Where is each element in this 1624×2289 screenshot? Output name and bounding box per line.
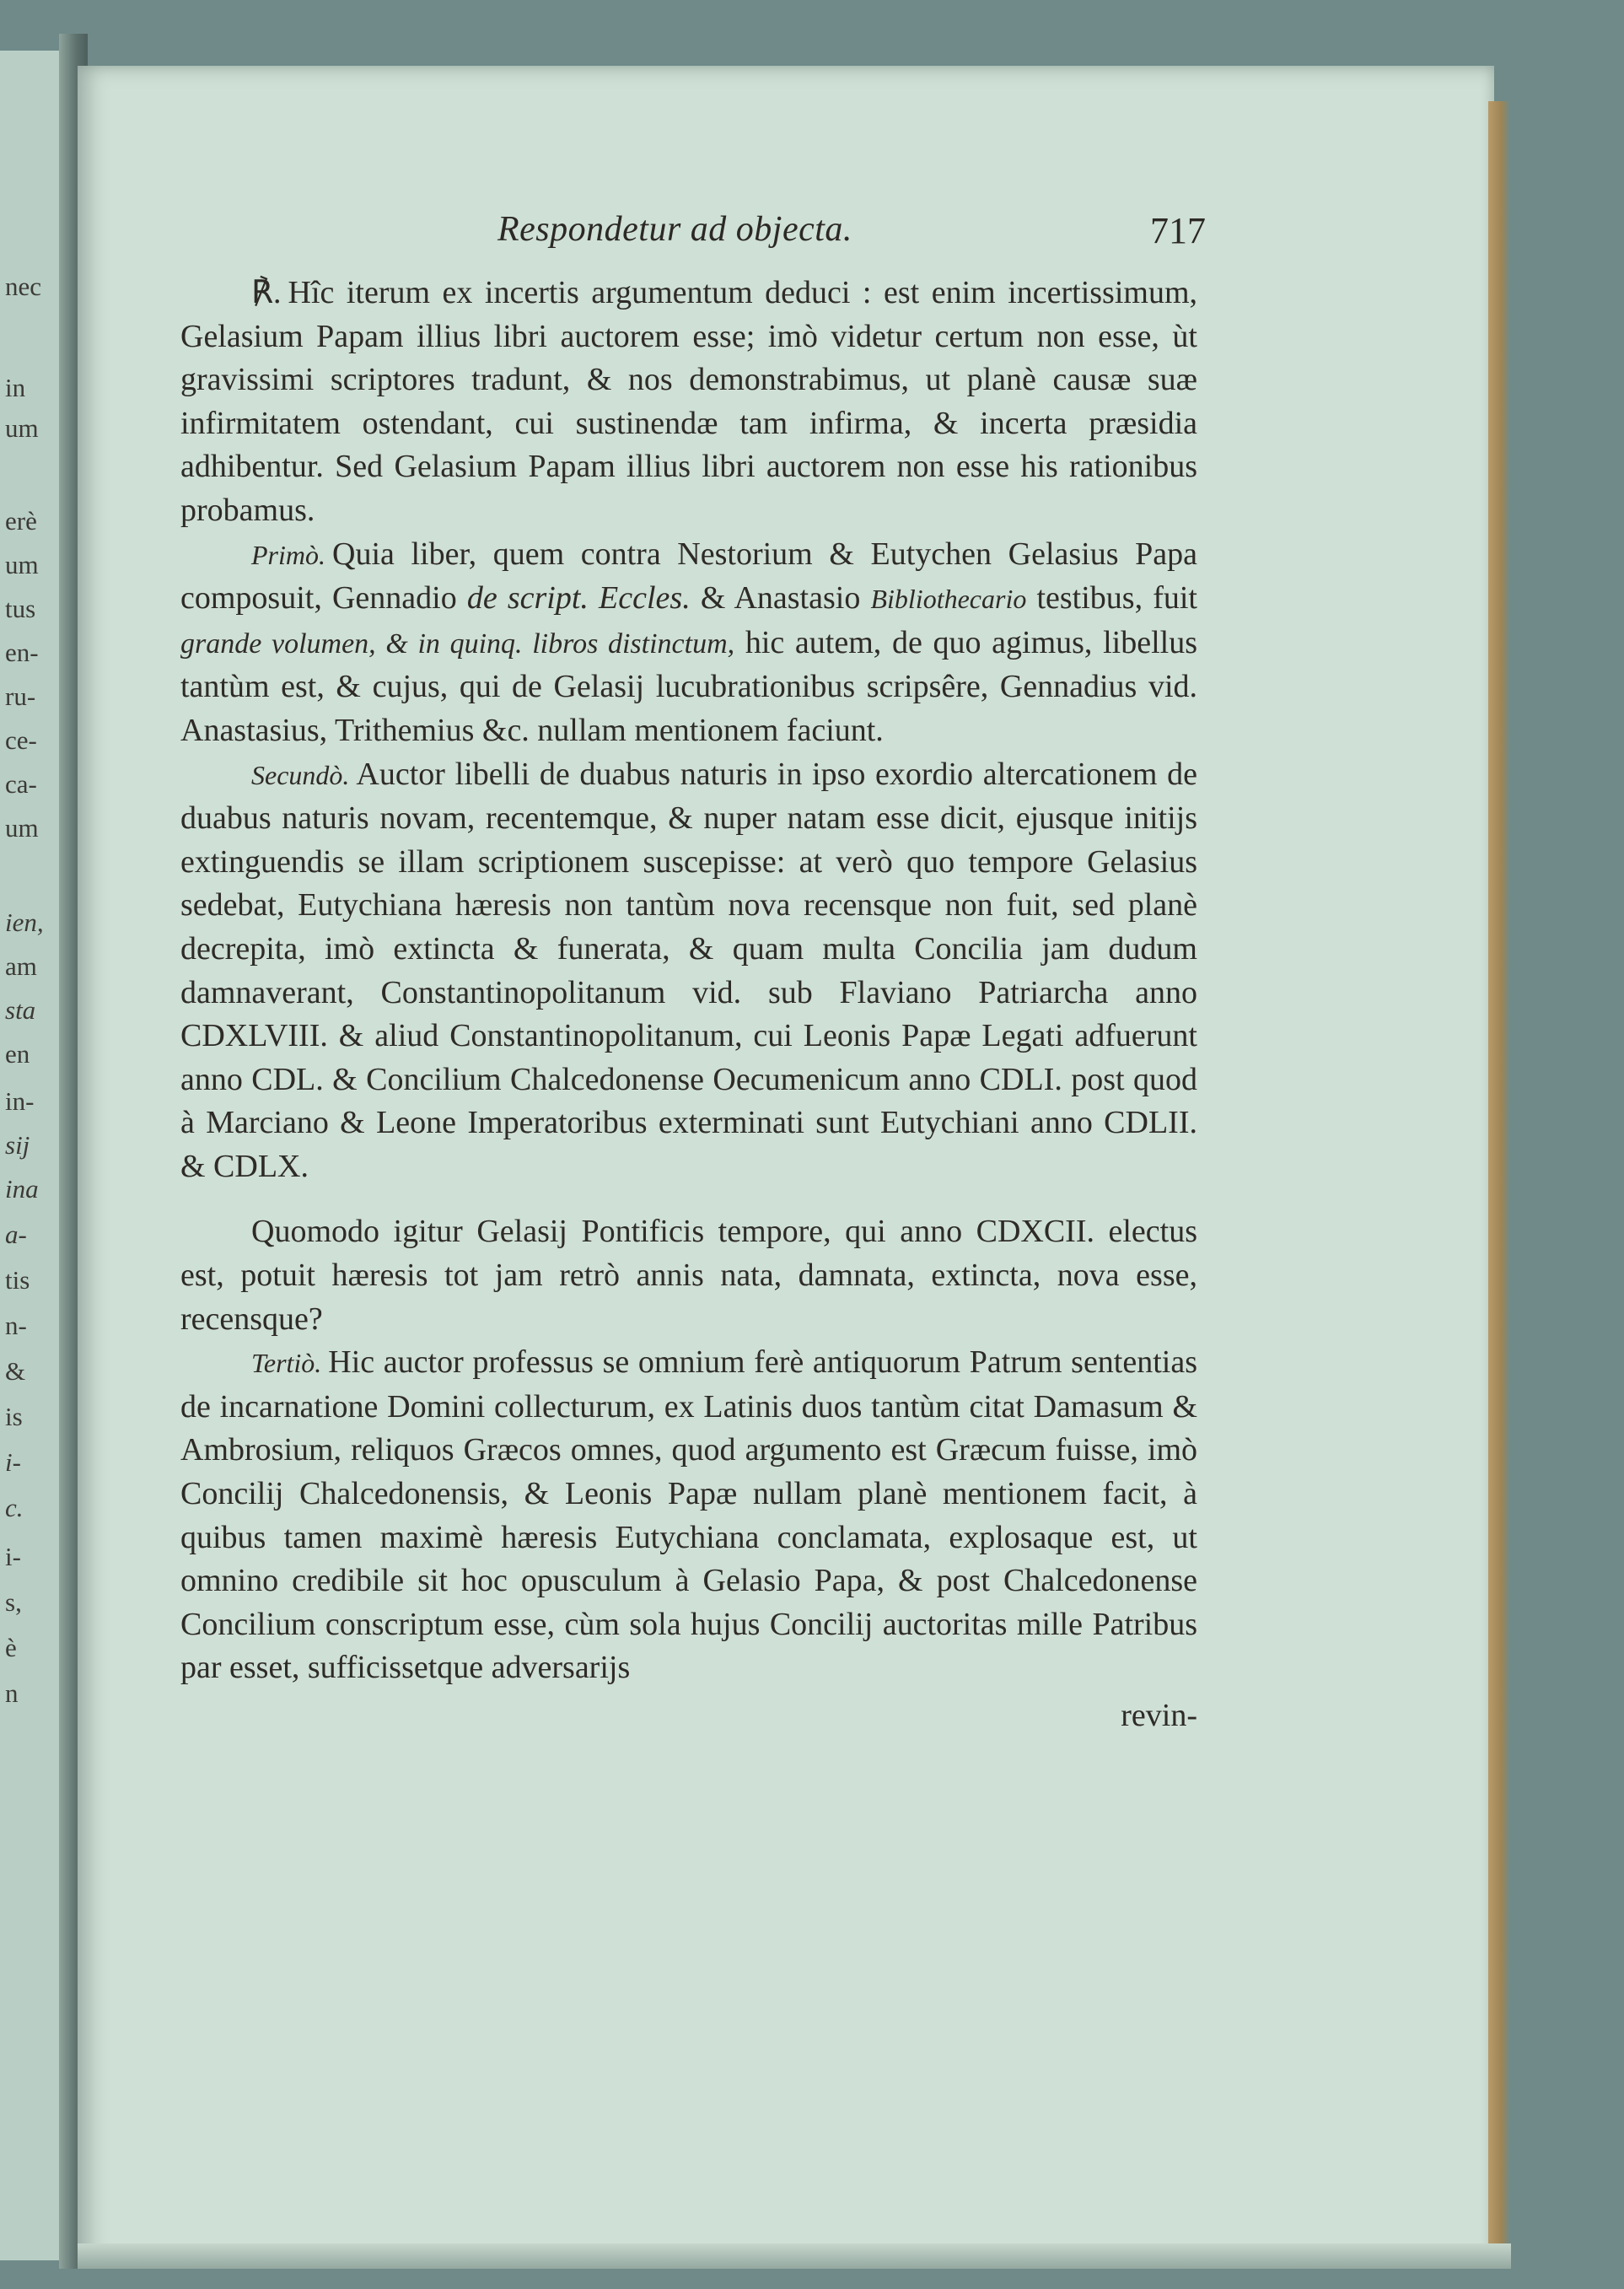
left-page-fragment: en- [5,638,39,667]
running-head: Respondetur ad objecta. [497,210,852,249]
left-page-fragment: is [5,1402,23,1431]
paragraph-text: & Anastasio [690,580,871,617]
left-page-fragment: ca- [5,769,37,799]
left-page-fragment: am [5,951,37,981]
left-page-fragment: tus [5,594,36,623]
page-number: 717 [1150,210,1206,251]
paragraph-tertio [180,1341,1197,1690]
left-page-fragment: in- [5,1086,35,1116]
left-page-fragment: tis [5,1265,30,1295]
left-page-fragment: & [5,1356,26,1386]
page-header [497,209,1206,260]
paragraph-lead: Secundò. [251,759,350,790]
paragraph-secundo [180,753,1197,1189]
left-page-fragment: ce- [5,725,37,755]
paragraph-lead: Primò. [251,539,325,570]
left-page-fragment: sta [5,995,36,1025]
paragraph-response [180,272,1197,533]
left-page-fragment: n- [5,1311,27,1340]
left-page-fragment: n [5,1678,19,1708]
left-page-fragment: ina [5,1174,39,1204]
left-page-fragment: erè [5,506,37,536]
left-page-fragment: sij [5,1130,30,1160]
paragraph-quomodo [180,1210,1197,1341]
left-page-fragment: c. [5,1493,24,1522]
left-page-fragment: i- [5,1542,21,1571]
left-page-fragment: ru- [5,681,36,711]
citation-italic: grande volumen, & in quinq. libros distinctum, [180,627,735,660]
paragraph-text: Auctor libelli de duabus naturis in ipso exordio altercationem de duabus naturis novam, recentemque, & nuper natam esse dicit, ejusque initijs extinguendis se illam scriptionem suscepisse: at verò quo tempore Gelasius sedebat, Eutychiana hæresis non tantùm nova recensque non fuit, sed planè decrepita, imò extincta & funerata, & quam multa Concilia jam dudum damnaverant, Constantinopolitanum vid. sub Flaviano Patriarcha anno CDXLVIII. & aliud Constantinopolitanum, cui Leonis Papæ Legati adfuerunt anno CDL. & Concilium Chalcedonense Oecumenicum anno CDLI. post quod à Marciano & Leone Imperatoribus exterminati sunt Eutychiani anno CDLII. & CDLX. [180,756,1197,1184]
paragraph-text: Quomodo igitur Gelasij Pontificis tempore, qui anno CDXCII. electus est, potuit hæresis tot jam retrò annis nata, damnata, extincta, nova esse, recensque? [180,1214,1197,1337]
left-page-fragment: um [5,550,39,579]
left-page-fragment: i- [5,1447,21,1477]
left-page-fragment: en [5,1039,30,1069]
catchword: revin- [1121,1698,1197,1733]
response-mark: ℟. [251,275,282,310]
paragraph-text: Hic auctor professus se omnium ferè antiquorum Patrum sententias de incarnatione Domini collecturum, ex Latinis duos tantùm citat Damasum & Ambrosium, reliquos Græcos omnes, quod argumento est Græcum fuisse, imò Concilij Chalcedonensis, & Leonis Papæ nullam planè mentionem facit, à quibus tamen maximè hæresis Eutychiana conclamata, explosaque est, ut omnino credibile sit hoc opusculum à Gelasio Papa, & post Chalcedonense Concilium conscriptum esse, cùm sola hujus Concilij auctoritas mille Patribus par esset, sufficissetque adversarijs [180,1344,1197,1686]
paragraph-lead: Tertiò. [251,1348,322,1379]
left-page-fragment: a- [5,1220,27,1249]
page-bottom-edge [78,2243,1511,2269]
left-page-fragment: s, [5,1587,22,1617]
body-text [180,272,1197,1690]
paragraph-text: testibus, fuit [1026,580,1197,617]
left-page-fragment: um [5,813,39,843]
citation-italic: de script. Eccles. [466,580,691,617]
citation-italic: Bibliothecario [870,584,1027,615]
left-page-fragment: ien, [5,908,44,937]
left-page-fragment: um [5,413,39,443]
page-edge [1488,101,1510,2260]
paragraph-text: Hîc iterum ex incertis argumentum deduci : est enim incertissimum, Gelasium Papam illius libri auctorem esse; imò videtur certum non esse, ùt gravissimi scriptores tradunt, & nos demonstrabimus, ut planè causæ suæ infirmitatem ostendant, cui sustinendæ tam infirma, & incerta præsidia adhibentur. Sed Gelasium Papam illius libri auctorem non esse his rationibus probamus. [180,275,1197,528]
paragraph-text: hic autem, de quo agimus, libellus tantùm est, & cujus, qui de Gelasij lucubrationibus scripsêre, Gennadius vid. Anastasius, Trithemius &c. nullam mentionem faciunt. [180,624,1197,748]
left-page-fragment: nec [5,272,42,301]
left-page-fragment: in [5,373,26,402]
paragraph-text: Quia liber, quem contra Nestorium & Eutychen Gelasius Papa composuit, Gennadio [180,536,1197,617]
paragraph-primo [180,533,1197,753]
left-page-fragment: è [5,1633,17,1662]
